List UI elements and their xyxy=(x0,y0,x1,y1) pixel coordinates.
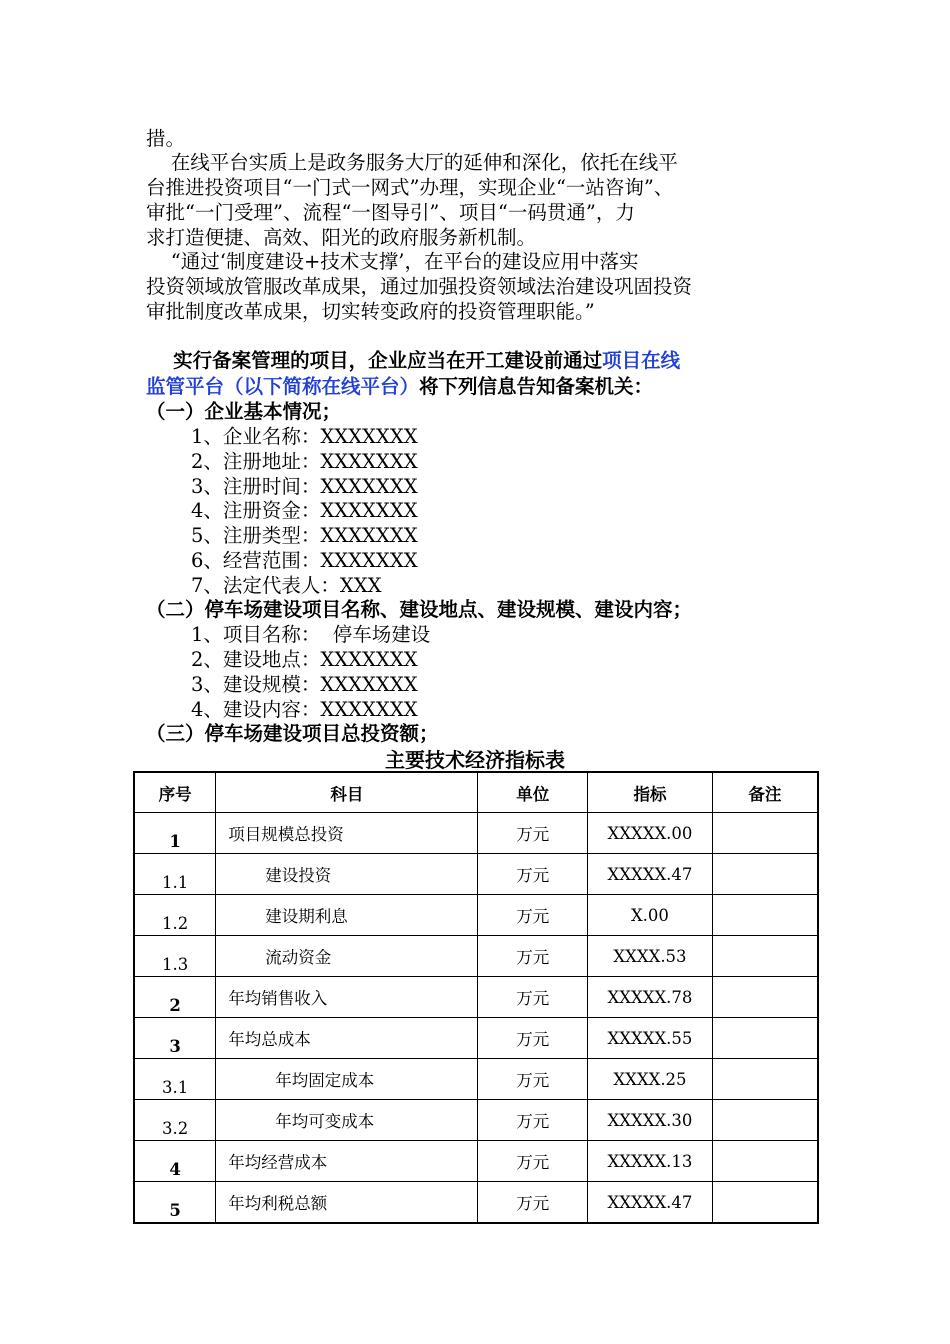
cell-subject: 年均利税总额 xyxy=(216,1182,478,1224)
cell-value: XXXX.53 xyxy=(588,936,713,977)
list-item: 1、项目名称： 停车场建设 xyxy=(191,623,431,646)
list-item: 4、注册资金：XXXXXXX xyxy=(191,499,418,522)
cell-subject: 建设期利息 xyxy=(216,895,478,936)
list-item: 3、注册时间：XXXXXXX xyxy=(191,475,418,498)
cell-seq: 4 xyxy=(134,1141,216,1182)
notice-line-2 xyxy=(146,374,653,399)
cell-seq: 3.2 xyxy=(134,1100,216,1141)
list-item: 3、建设规模：XXXXXXX xyxy=(191,673,418,696)
cell-note xyxy=(712,1059,818,1100)
cell-subject: 年均总成本 xyxy=(216,1018,478,1059)
cell-seq: 1.1 xyxy=(134,854,216,895)
list-item: 2、建设地点：XXXXXXX xyxy=(191,648,418,671)
cell-unit: 万元 xyxy=(478,813,588,854)
cell-note xyxy=(712,1100,818,1141)
cell-unit: 万元 xyxy=(478,854,588,895)
intro-line: 求打造便捷、高效、阳光的政府服务新机制。 xyxy=(146,226,537,249)
cell-subject: 建设投资 xyxy=(216,854,478,895)
platform-link[interactable]: 项目在线 xyxy=(602,349,681,372)
cell-note xyxy=(712,1018,818,1059)
intro-line: “通过‘制度建设+技术支撑’，在平台的建设应用中落实 xyxy=(146,250,639,273)
platform-link[interactable]: 监管平台（以下简称在线平台） xyxy=(146,375,420,398)
table-title: 主要技术经济指标表 xyxy=(385,748,565,772)
section-heading: （一）企业基本情况； xyxy=(146,400,342,423)
intro-line: 在线平台实质上是政务服务大厅的延伸和深化，依托在线平 xyxy=(146,151,678,174)
cell-seq: 3 xyxy=(134,1018,216,1059)
intro-line: 措。 xyxy=(146,127,186,150)
cell-subject: 项目规模总投资 xyxy=(216,813,478,854)
cell-note xyxy=(712,854,818,895)
section-heading: （三）停车场建设项目总投资额； xyxy=(146,722,439,745)
cell-subject: 年均销售收入 xyxy=(216,977,478,1018)
cell-value: XXXXX.78 xyxy=(588,977,713,1018)
cell-note xyxy=(712,813,818,854)
list-item: 2、注册地址：XXXXXXX xyxy=(191,450,418,473)
section-heading: （二）停车场建设项目名称、建设地点、建设规模、建设内容； xyxy=(146,598,693,621)
table-row xyxy=(134,813,818,854)
cell-subject: 年均固定成本 xyxy=(216,1059,478,1100)
cell-unit: 万元 xyxy=(478,977,588,1018)
cell-note xyxy=(712,895,818,936)
cell-seq: 1.3 xyxy=(134,936,216,977)
table-row xyxy=(134,895,818,936)
table-row xyxy=(134,1059,818,1100)
cell-unit: 万元 xyxy=(478,936,588,977)
cell-subject: 流动资金 xyxy=(216,936,478,977)
notice-line-1 xyxy=(146,348,680,373)
cell-value: X.00 xyxy=(588,895,713,936)
cell-note xyxy=(712,977,818,1018)
cell-unit: 万元 xyxy=(478,1182,588,1224)
header-unit: 单位 xyxy=(478,772,588,813)
tech-economic-table xyxy=(133,771,819,1224)
list-item: 6、经营范围：XXXXXXX xyxy=(191,549,418,572)
table-row xyxy=(134,854,818,895)
cell-value: XXXXX.30 xyxy=(588,1100,713,1141)
table-row xyxy=(134,977,818,1018)
cell-unit: 万元 xyxy=(478,1059,588,1100)
intro-line: 台推进投资项目“一门式一网式”办理，实现企业“一站咨询”、 xyxy=(146,176,674,199)
cell-subject: 年均可变成本 xyxy=(216,1100,478,1141)
table-row xyxy=(134,1100,818,1141)
cell-unit: 万元 xyxy=(478,1100,588,1141)
header-seq: 序号 xyxy=(134,772,216,813)
table-row xyxy=(134,1182,818,1224)
cell-unit: 万元 xyxy=(478,895,588,936)
header-indicator: 指标 xyxy=(588,772,713,813)
cell-note xyxy=(712,936,818,977)
list-item: 1、企业名称：XXXXXXX xyxy=(191,425,418,448)
cell-seq: 5 xyxy=(134,1182,216,1224)
list-item: 7、法定代表人：XXX xyxy=(191,574,382,597)
notice-text: 实行备案管理的项目，企业应当在开工建设前通过 xyxy=(146,349,603,372)
cell-value: XXXXX.00 xyxy=(588,813,713,854)
list-item: 4、建设内容：XXXXXXX xyxy=(191,698,418,721)
table-header-row xyxy=(134,772,818,813)
intro-line: 审批“一门受理”、流程“一图导引”、项目“一码贯通”，力 xyxy=(146,201,635,224)
list-item: 5、注册类型：XXXXXXX xyxy=(191,524,418,547)
cell-value: XXXX.25 xyxy=(588,1059,713,1100)
notice-text: 将下列信息告知备案机关： xyxy=(419,375,654,398)
intro-line: 投资领域放管服改革成果，通过加强投资领域法治建设巩固投资 xyxy=(146,275,693,298)
cell-seq: 2 xyxy=(134,977,216,1018)
cell-unit: 万元 xyxy=(478,1018,588,1059)
cell-value: XXXXX.13 xyxy=(588,1141,713,1182)
cell-value: XXXXX.47 xyxy=(588,854,713,895)
header-subject: 科目 xyxy=(216,772,478,813)
table-row xyxy=(134,1141,818,1182)
cell-value: XXXXX.55 xyxy=(588,1018,713,1059)
cell-subject: 年均经营成本 xyxy=(216,1141,478,1182)
table-row xyxy=(134,936,818,977)
cell-note xyxy=(712,1182,818,1224)
cell-seq: 3.1 xyxy=(134,1059,216,1100)
cell-seq: 1.2 xyxy=(134,895,216,936)
cell-seq: 1 xyxy=(134,813,216,854)
intro-line: 审批制度改革成果，切实转变政府的投资管理职能。” xyxy=(146,300,595,323)
cell-value: XXXXX.47 xyxy=(588,1182,713,1224)
cell-note xyxy=(712,1141,818,1182)
header-note: 备注 xyxy=(712,772,818,813)
cell-unit: 万元 xyxy=(478,1141,588,1182)
table-row xyxy=(134,1018,818,1059)
